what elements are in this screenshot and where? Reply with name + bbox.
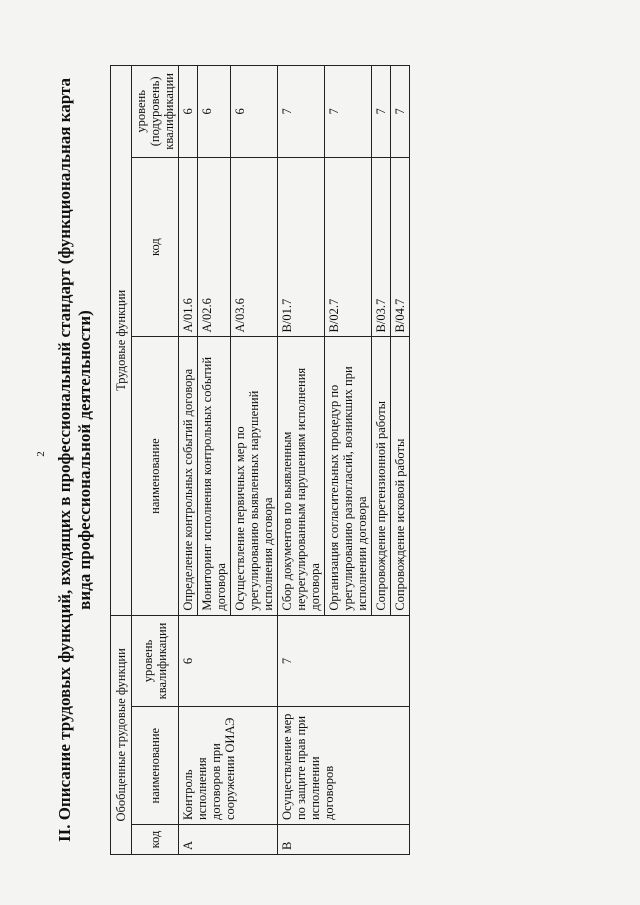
function-code: B/01.7 xyxy=(278,157,325,337)
function-code: B/04.7 xyxy=(391,157,410,337)
group-name: Контроль исполнения договоров при сооружении ОИАЭ xyxy=(179,707,278,825)
function-level: 6 xyxy=(231,66,278,158)
generalized-functions-header: Обобщенные трудовые функции xyxy=(111,615,132,854)
functions-table xyxy=(110,65,410,855)
page-number: 2 xyxy=(34,451,47,457)
function-code: A/03.6 xyxy=(231,157,278,337)
group-code: B xyxy=(278,825,410,855)
name-header: наименование xyxy=(132,707,179,825)
section-title: II. Описание трудовых функций, входящих в профессиональный стандарт (функциональная карта вида профессиональной деятельности) xyxy=(55,77,94,843)
labor-level-header: уровень (подуровень) квалификации xyxy=(132,66,179,158)
group-level: 6 xyxy=(179,615,278,707)
labor-functions-header: Трудовые функции xyxy=(111,66,132,616)
function-level: 6 xyxy=(179,66,198,158)
function-code: A/02.6 xyxy=(198,157,231,337)
function-level: 7 xyxy=(325,66,372,158)
function-name: Сбор документов по выявленным неурегулированным нарушениям исполнения договора xyxy=(278,337,325,615)
code-header: код xyxy=(132,825,179,855)
group-name: Осуществление мер по защите прав при исполнении договоров xyxy=(278,707,410,825)
group-code: A xyxy=(179,825,278,855)
labor-name-header: наименование xyxy=(132,337,179,615)
function-code: A/01.6 xyxy=(179,157,198,337)
function-code: B/02.7 xyxy=(325,157,372,337)
function-level: 6 xyxy=(198,66,231,158)
group-level: 7 xyxy=(278,615,410,707)
function-name: Сопровождение претензионной работы xyxy=(372,337,391,615)
function-level: 7 xyxy=(391,66,410,158)
function-level: 7 xyxy=(372,66,391,158)
labor-code-header: код xyxy=(132,157,179,337)
function-name: Определение контрольных событий договора xyxy=(179,337,198,615)
function-code: B/03.7 xyxy=(372,157,391,337)
function-name: Мониторинг исполнения контрольных событий договора xyxy=(198,337,231,615)
function-name: Организация согласительных процедур по урегулированию разногласий, возникших при исполнении договора xyxy=(325,337,372,615)
qualification-level-header: уровень квалификации xyxy=(132,615,179,707)
function-name: Осуществление первичных мер по урегулированию выявленных нарушений исполнения договора xyxy=(231,337,278,615)
table-row xyxy=(179,66,198,855)
function-name: Сопровождение исковой работы xyxy=(391,337,410,615)
rotated-content xyxy=(55,65,615,855)
function-level: 7 xyxy=(278,66,325,158)
table-row xyxy=(278,66,325,855)
